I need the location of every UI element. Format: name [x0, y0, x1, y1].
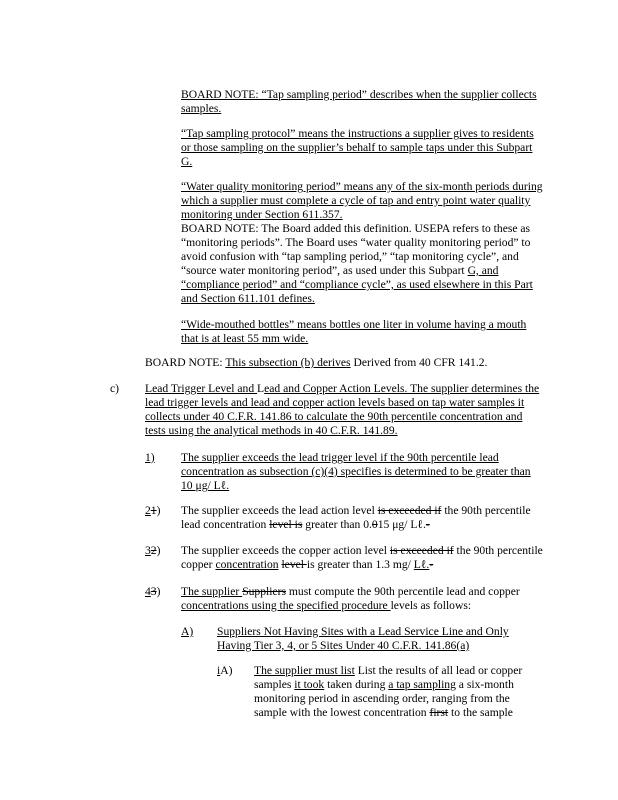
deleted-text: level is	[269, 518, 303, 531]
inserted-text: concentrations using the specified procedure	[181, 599, 391, 612]
original-text: List the results of all lead or copper samples	[254, 664, 523, 691]
original-text: to the sample	[448, 706, 513, 719]
label-old: 1	[150, 504, 157, 517]
definition-wide-mouthed-bottles	[181, 318, 543, 346]
inserted-text: “Tap sampling protocol” means the instructions a supplier gives to residents or those sampling on the supplier’s behalf to sample taps under this Subpart G.	[181, 127, 534, 168]
definition-tap-sampling-protocol	[181, 127, 543, 169]
inserted-text: The supplier	[181, 585, 243, 598]
inserted-text: G, and “compliance period” and “compliance cycle”, as used elsewhere in this Part and Section 611.101 defines.	[181, 264, 533, 305]
label-new: 3	[145, 544, 151, 557]
label-old: 2	[150, 544, 157, 557]
note-text: BOARD NOTE: The Board added this definition. USEPA refers to these as “monitoring periods”. The Board uses “water quality monitoring period” to avoid confusion with “tap sampling period,” “tap monitoring cycle”, and “source water monitoring period”, as used under this Subpart	[181, 222, 531, 277]
subsection-c-text	[145, 382, 543, 438]
item-iA-text	[254, 664, 544, 720]
inserted-text: Suppliers Not Having Sites with a Lead Service Line and Only Having Tier 3, 4, or 5 Sites Under 40 C.F.R. 141.86(a)	[217, 625, 509, 652]
deleted-text: 0	[371, 518, 378, 531]
item-1-text	[181, 451, 543, 493]
deleted-text: level	[281, 558, 307, 571]
original-text: is greater than 1.3 mg/	[306, 558, 414, 571]
item-4-text	[181, 585, 543, 613]
original-text: The supplier exceeds the lead action level	[181, 504, 378, 517]
item-label-3	[145, 544, 160, 558]
item-label-iA	[217, 664, 232, 678]
original-text: L	[257, 382, 265, 395]
deleted-text: -	[429, 558, 434, 571]
original-text: levels as follows:	[390, 599, 472, 612]
inserted-text: “Water quality monitoring period” means any of the six-month periods during which a supplier must complete a cycle of tap and entry point water quality monitoring under Section 611.357.	[181, 180, 543, 221]
deleted-text: first	[429, 706, 449, 719]
note-text: Derived from 40 CFR 141.2.	[350, 356, 488, 369]
deleted-text: is exceeded if	[377, 504, 442, 517]
label-new: 2	[145, 504, 151, 517]
item-label-1: 1)	[145, 451, 155, 464]
item-label-A: A)	[181, 625, 194, 638]
original-text: 15 μg/ Lℓ.	[377, 518, 426, 531]
label-paren: )	[156, 504, 161, 517]
inserted-text: This subsection (b) derives	[225, 356, 351, 369]
inserted-text: BOARD NOTE: “Tap sampling period” describes when the supplier collects samples.	[181, 88, 537, 115]
item-label-2	[145, 504, 160, 518]
original-text: taken during	[324, 678, 389, 691]
inserted-text: “Wide-mouthed bottles” means bottles one liter in volume having a mouth that is at least 55 mm wide.	[181, 318, 527, 345]
definition-water-quality-monitoring-period	[181, 180, 543, 306]
deleted-text: Suppliers	[242, 585, 286, 598]
label-old: 3	[150, 585, 157, 598]
inserted-text: it took	[294, 678, 325, 691]
item-label-4	[145, 585, 160, 599]
original-text: the 90th percentile lead concentration	[181, 504, 531, 531]
inserted-text: ead and Copper Action Levels. The supplier determines the lead trigger levels and lead and copper action levels based on tap water samples it collects under 40 C.F.R. 141.86 to calculate the 90th percentile concentration and tests using the analytical methods in 40 C.F.R. 141.89.	[145, 382, 540, 437]
label-paren: )	[156, 544, 161, 557]
item-A-text	[217, 625, 543, 653]
inserted-text: concentration	[215, 558, 279, 571]
deleted-text: is exceeded if	[389, 544, 454, 557]
board-note-tap-sampling-period	[181, 88, 543, 116]
inserted-text: The supplier must list	[254, 664, 355, 677]
inserted-text: The supplier exceeds the lead trigger level if the 90th percentile lead concentration as subsection (c)(4) specifies is determined to be greater than 10 μg/ Lℓ.	[181, 451, 531, 492]
original-text: the 90th percentile copper	[181, 544, 543, 571]
deleted-text: -	[425, 518, 430, 531]
board-note-monitoring-periods	[181, 222, 543, 306]
item-3-text	[181, 544, 543, 572]
original-text: a six-month monitoring period in ascending order, ranging from the sample with the lowest concentration	[254, 678, 514, 719]
note-label: BOARD NOTE:	[145, 356, 226, 369]
subsection-label-c: c)	[110, 382, 120, 395]
inserted-text: Lead Trigger Level and	[145, 382, 258, 395]
original-text: must compute the 90th percentile lead and copper	[286, 585, 520, 598]
inserted-text: Lℓ.	[413, 558, 430, 571]
original-text: The supplier exceeds the copper action level	[181, 544, 390, 557]
label-old: A)	[220, 664, 233, 677]
board-note-derivation	[145, 356, 565, 370]
inserted-text: a tap sampling	[388, 678, 456, 691]
original-text: greater than 0.	[302, 518, 372, 531]
label-new: i	[217, 664, 221, 677]
label-new: 4	[145, 585, 151, 598]
label-paren: )	[156, 585, 161, 598]
item-2-text	[181, 504, 543, 532]
